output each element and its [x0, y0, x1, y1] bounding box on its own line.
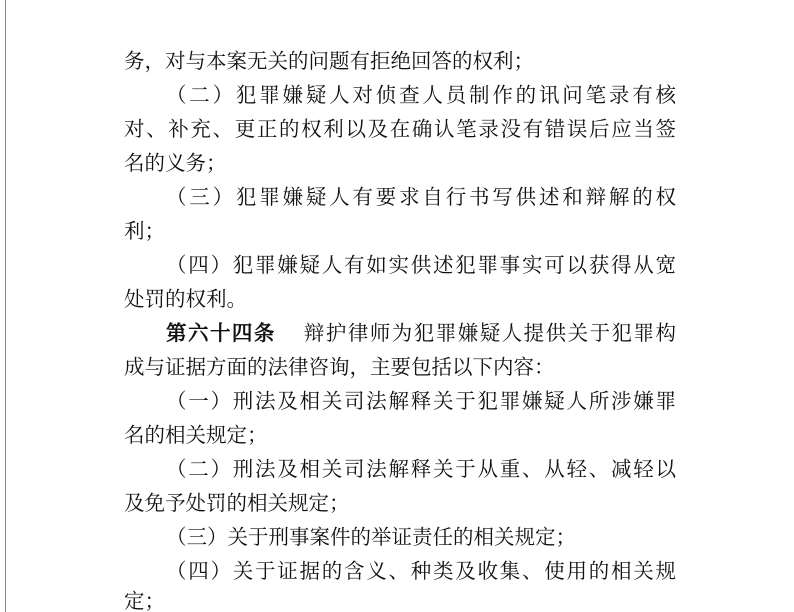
text-line: 定；	[124, 589, 165, 612]
text-line: 务，对与本案无关的问题有拒绝回答的权利；	[124, 49, 534, 73]
text-line: （二）犯罪嫌疑人对侦查人员制作的讯问笔录有核	[166, 83, 676, 107]
text-line: （二）刑法及相关司法解释关于从重、从轻、减轻以	[166, 457, 676, 481]
text-line: 成与证据方面的法律咨询，主要包括以下内容：	[124, 355, 555, 379]
article-heading: 第六十四条	[166, 321, 276, 345]
article-body-text: 辩护律师为犯罪嫌疑人提供关于犯罪构	[303, 321, 677, 345]
text-line: 名的义务；	[124, 151, 227, 175]
text-line: （四）关于证据的含义、种类及收集、使用的相关规	[166, 559, 676, 583]
text-line: 利；	[124, 219, 165, 243]
text-line: 名的相关规定；	[124, 423, 268, 447]
page-left-border	[5, 0, 6, 612]
text-line: 及免予处罚的相关规定；	[124, 491, 350, 515]
article-64-first-line	[166, 318, 676, 348]
text-line: （三）关于刑事案件的举证责任的相关规定；	[166, 525, 576, 549]
text-line: 处罚的权利。	[124, 287, 247, 311]
text-line: （三）犯罪嫌疑人有要求自行书写供述和辩解的权	[166, 185, 676, 209]
text-line: （四）犯罪嫌疑人有如实供述犯罪事实可以获得从宽	[166, 253, 676, 277]
text-line: 对、补充、更正的权利以及在确认笔录没有错误后应当签	[124, 117, 676, 141]
text-line: （一）刑法及相关司法解释关于犯罪嫌疑人所涉嫌罪	[166, 389, 676, 413]
